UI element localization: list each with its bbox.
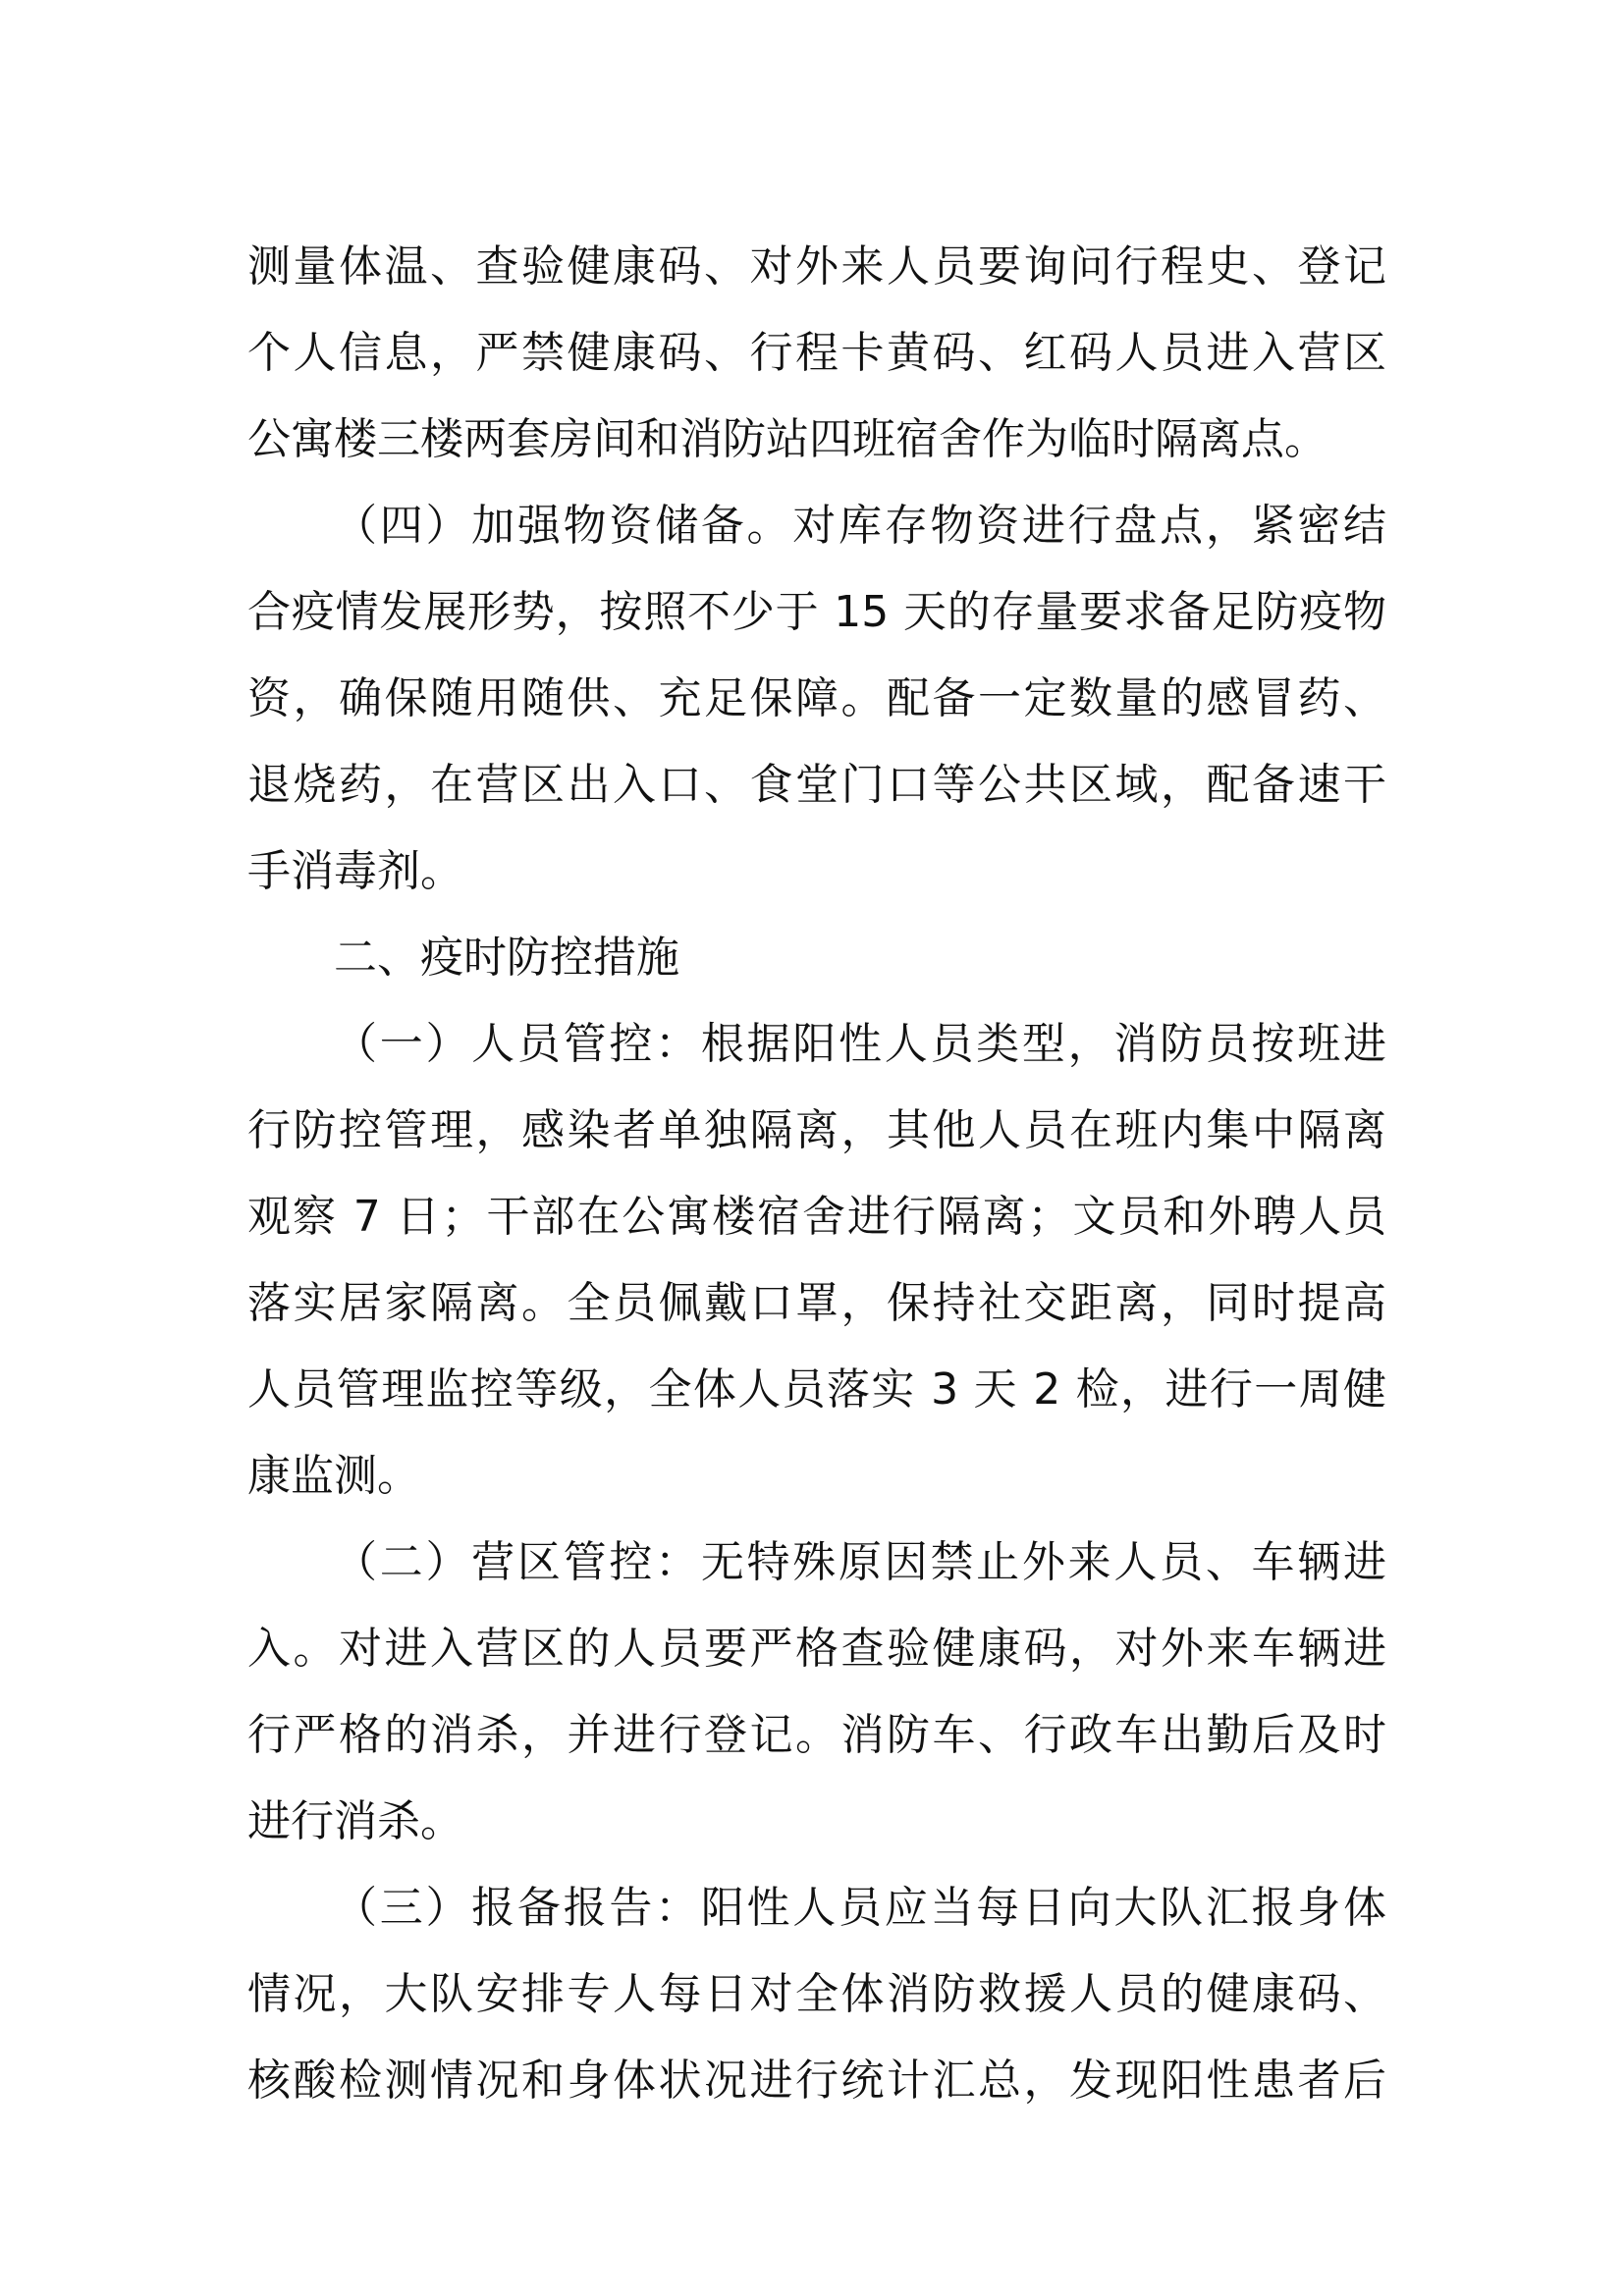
- text-line: 行严格的消杀，并进行登记。消防车、行政车出勤后及时: [247, 1710, 1386, 1760]
- section-heading: 二、疫时防控措施: [334, 933, 679, 983]
- paragraph-start-line: （一）人员管控：根据阳性人员类型，消防员按班进: [334, 1019, 1386, 1069]
- paragraph-start-line: （四）加强物资储备。对库存物资进行盘点，紧密结: [334, 501, 1386, 551]
- text-line: 人员管理监控等级，全体人员落实 3 天 2 检，进行一周健: [247, 1364, 1386, 1415]
- paragraph-start-line: （三）报备报告：阳性人员应当每日向大队汇报身体: [334, 1883, 1386, 1933]
- text-line: 公寓楼三楼两套房间和消防站四班宿舍作为临时隔离点。: [247, 414, 1327, 464]
- text-line: 康监测。: [247, 1451, 420, 1501]
- paragraph-start-line: （二）营区管控：无特殊原因禁止外来人员、车辆进: [334, 1537, 1386, 1587]
- document-body: [247, 224, 1386, 2124]
- text-line: 退烧药，在营区出入口、食堂门口等公共区域，配备速干: [247, 760, 1386, 810]
- text-line: 手消毒剂。: [247, 846, 463, 896]
- text-line: 行防控管理，感染者单独隔离，其他人员在班内集中隔离: [247, 1105, 1386, 1155]
- text-line: 入。对进入营区的人员要严格查验健康码，对外来车辆进: [247, 1624, 1386, 1674]
- text-line: 情况，大队安排专人每日对全体消防救援人员的健康码、: [247, 1969, 1386, 2019]
- text-line: 落实居家隔离。全员佩戴口罩，保持社交距离，同时提高: [247, 1278, 1386, 1328]
- text-line: 个人信息，严禁健康码、行程卡黄码、红码人员进入营区: [247, 328, 1386, 378]
- text-line: 观察 7 日；干部在公寓楼宿舍进行隔离；文员和外聘人员: [247, 1192, 1386, 1242]
- text-line: 合疫情发展形势，按照不少于 15 天的存量要求备足防疫物: [247, 587, 1386, 637]
- text-line: 进行消杀。: [247, 1796, 463, 1846]
- text-line: 测量体温、查验健康码、对外来人员要询问行程史、登记: [247, 241, 1386, 292]
- text-line: 资，确保随用随供、充足保障。配备一定数量的感冒药、: [247, 673, 1386, 723]
- text-line: 核酸检测情况和身体状况进行统计汇总，发现阳性患者后: [247, 2056, 1386, 2106]
